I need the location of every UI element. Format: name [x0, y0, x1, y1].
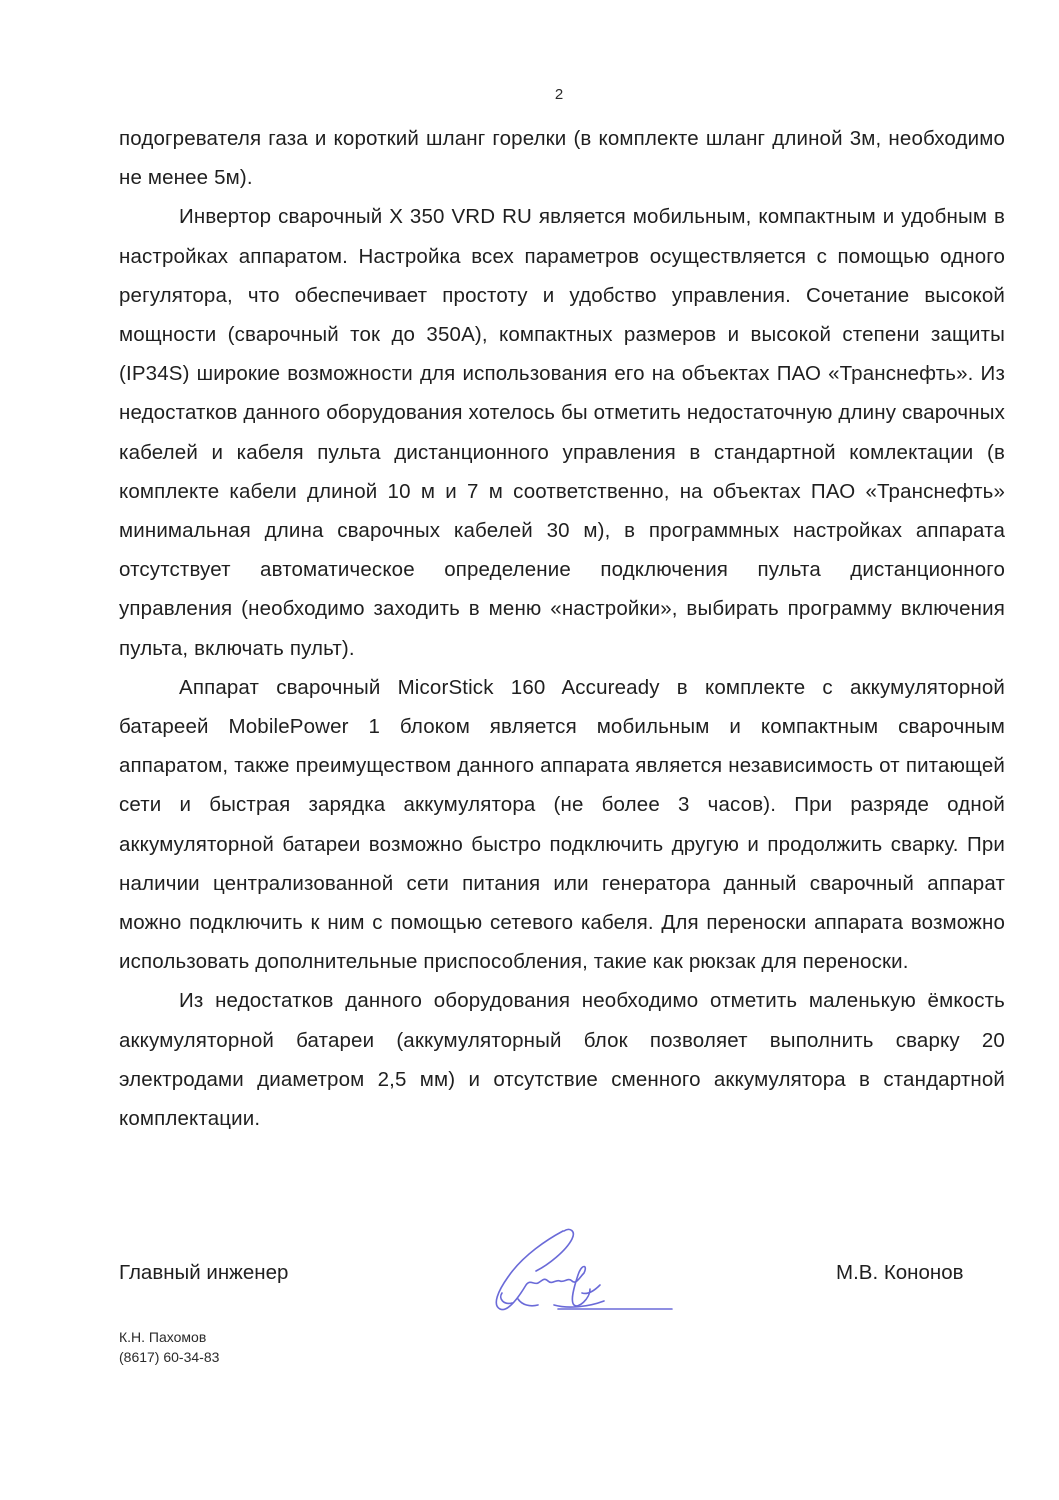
signature-icon — [478, 1225, 673, 1325]
paragraph: Аппарат сварочный MicorStick 160 Accuready в комплекте с аккумуляторной батареей MobilePower 1 блоком является мобильным и компактным сварочным аппаратом, также преимуществом данного аппарата является независимость от питающей сети и быстрая зарядка аккумулятора (не более 3 часов). При разряде одной аккумуляторной батареи возможно быстро подключить другую и продолжить сварку. При наличии централизованной сети питания или генератора данный сварочный аппарат можно подключить к ним с помощью сетевого кабеля. Для переноски аппарата возможно использовать дополнительные приспособления, такие как рюкзак для переноски. — [119, 675, 1005, 974]
signer-name: М.В. Кононов — [836, 1261, 964, 1284]
contact-author: К.Н. Пахомов — [119, 1329, 207, 1345]
contact-phone: (8617) 60-34-83 — [119, 1349, 220, 1365]
paragraph: Из недостатков данного оборудования необходимо отметить маленькую ёмкость аккумуляторной батареи (аккумуляторный блок позволяет выполнить сварку 20 электродами диаметром 2,5 мм) и отсутствие сменного аккумулятора в стандартной комплектации. — [119, 989, 1005, 1131]
paragraph: подогревателя газа и короткий шланг горелки (в комплекте шланг длиной 3м, необходимо не менее 5м). — [119, 127, 1005, 190]
contact-block — [119, 1327, 219, 1367]
page-number: 2 — [554, 86, 564, 103]
letter-body — [119, 119, 1005, 1138]
paragraph: Инвертор сварочный X 350 VRD RU является мобильным, компактным и удобным в настройках аппаратом. Настройка всех параметров осуществляется с помощью одного регулятора, что обеспечивает простоту и удобство управления. Сочетание высокой мощности (сварочный ток до 350А), компактных размеров и высокой степени защиты (IP34S) широкие возможности для использования его на объектах ПАО «Транснефть». Из недостатков данного оборудования хотелось бы отметить недостаточную длину сварочных кабелей и кабеля пульта дистанционного управления в стандартной комлектации (в комплекте кабели длиной 10 м и 7 м соответственно, на объектах ПАО «Транснефть» минимальная длина сварочных кабелей 30 м), в программных настройках аппарата отсутствует автоматическое определение подключения пульта дистанционного управления (необходимо заходить в меню «настройки», выбирать программу включения пульта, включать пульт). — [119, 205, 1005, 660]
signer-title: Главный инженер — [119, 1261, 289, 1284]
